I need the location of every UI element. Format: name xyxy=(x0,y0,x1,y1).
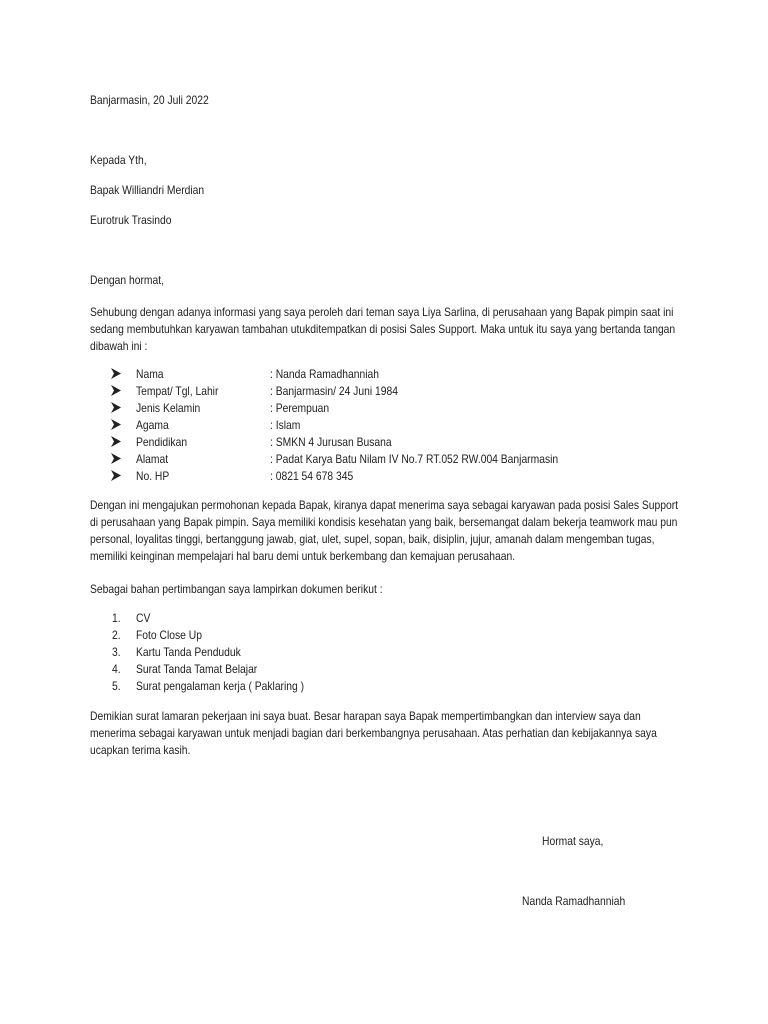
closing-line: Demikian surat lamaran pekerjaan ini saya buat. Besar harapan saya Bapak mempertimbangkan dan interview saya dan xyxy=(90,709,641,723)
detail-item xyxy=(0,366,768,383)
detail-item xyxy=(0,468,768,485)
closing-line: ucapkan terima kasih. xyxy=(90,743,191,757)
arrowhead-bullet-icon xyxy=(110,436,121,447)
detail-value: : Perempuan xyxy=(270,401,330,415)
intro-line: dibawah ini : xyxy=(90,339,148,353)
detail-label: Agama xyxy=(136,418,169,432)
detail-value: : Padat Karya Batu Nilam IV No.7 RT.052 RW.004 Banjarmasin xyxy=(270,452,559,466)
arrowhead-bullet-icon xyxy=(110,368,121,379)
attachment-number: 4. xyxy=(112,662,121,676)
detail-label: Tempat/ Tgl, Lahir xyxy=(136,384,219,398)
detail-label: Nama xyxy=(136,367,164,381)
attachment-text: CV xyxy=(136,611,151,625)
attachment-text: Kartu Tanda Penduduk xyxy=(136,645,241,659)
body-line: Dengan ini mengajukan permohonan kepada Bapak, kiranya dapat menerima saya sebagai karyawan pada posisi Sales Support xyxy=(90,498,679,512)
detail-label: No. HP xyxy=(136,469,170,483)
attachment-text: Surat pengalaman kerja ( Paklaring ) xyxy=(136,679,305,693)
body-line: di perusahaan yang Bapak pimpin. Saya memiliki kondisis kesehatan yang baik, bersemangat dalam bekerja teamwork mau pun xyxy=(90,515,678,529)
detail-label: Pendidikan xyxy=(136,435,188,449)
attachment-number: 1. xyxy=(112,611,121,625)
detail-value: : Banjarmasin/ 24 Juni 1984 xyxy=(270,384,398,398)
arrowhead-bullet-icon xyxy=(110,453,121,464)
intro-line: Sehubung dengan adanya informasi yang saya peroleh dari teman saya Liya Sarlina, di perusahaan yang Bapak pimpin saat ini xyxy=(90,305,674,319)
intro-paragraph xyxy=(90,304,676,355)
arrowhead-bullet-icon xyxy=(110,402,121,413)
signer-name: Nanda Ramadhanniah xyxy=(522,894,626,908)
attachment-item xyxy=(0,627,768,644)
closing-line: menerima sebagai karyawan untuk menjadi bagian dari berkembangnya perusahaan. Atas perhatian dan kebijakannya saya xyxy=(90,726,657,740)
attachment-text: Foto Close Up xyxy=(136,628,202,642)
detail-item xyxy=(0,383,768,400)
attachment-number: 3. xyxy=(112,645,121,659)
letter-date: Banjarmasin, 20 Juli 2022 xyxy=(90,93,209,107)
detail-value: : SMKN 4 Jurusan Busana xyxy=(270,435,392,449)
detail-item xyxy=(0,400,768,417)
arrowhead-bullet-icon xyxy=(110,385,121,396)
detail-label: Jenis Kelamin xyxy=(136,401,201,415)
detail-item xyxy=(0,417,768,434)
attachment-item xyxy=(0,661,768,678)
detail-value: : Nanda Ramadhanniah xyxy=(270,367,380,381)
signoff: Hormat saya, xyxy=(542,834,604,848)
attachment-item xyxy=(0,678,768,695)
detail-value: : Islam xyxy=(270,418,301,432)
closing-paragraph xyxy=(90,708,657,759)
attachment-item xyxy=(0,644,768,661)
recipient-company: Eurotruk Trasindo xyxy=(90,213,172,227)
detail-label: Alamat xyxy=(136,452,169,466)
attachment-text: Surat Tanda Tamat Belajar xyxy=(136,662,258,676)
recipient-name: Bapak Williandri Merdian xyxy=(90,183,205,197)
attachments-intro: Sebagai bahan pertimbangan saya lampirkan dokumen berikut : xyxy=(90,582,383,596)
detail-item xyxy=(0,434,768,451)
arrowhead-bullet-icon xyxy=(110,470,121,481)
body-paragraph xyxy=(90,497,679,565)
arrowhead-bullet-icon xyxy=(110,419,121,430)
attachment-item xyxy=(0,610,768,627)
recipient-salutation: Kepada Yth, xyxy=(90,153,147,167)
body-line: personal, loyalitas tinggi, bertanggung jawab, giat, ulet, supel, sopan, baik, disiplin, jujur, amanah dalam mengemban tugas, xyxy=(90,532,655,546)
detail-item xyxy=(0,451,768,468)
greeting: Dengan hormat, xyxy=(90,273,165,287)
detail-value: : 0821 54 678 345 xyxy=(270,469,354,483)
body-line: memiliki keinginan mempelajari hal baru demi untuk berkembang dan kemajuan perusahaan. xyxy=(90,549,516,563)
attachment-number: 2. xyxy=(112,628,121,642)
attachment-number: 5. xyxy=(112,679,121,693)
intro-line: sedang membutuhkan karyawan tambahan utukditempatkan di posisi Sales Support. Maka untuk itu saya yang bertanda tangan xyxy=(90,322,676,336)
